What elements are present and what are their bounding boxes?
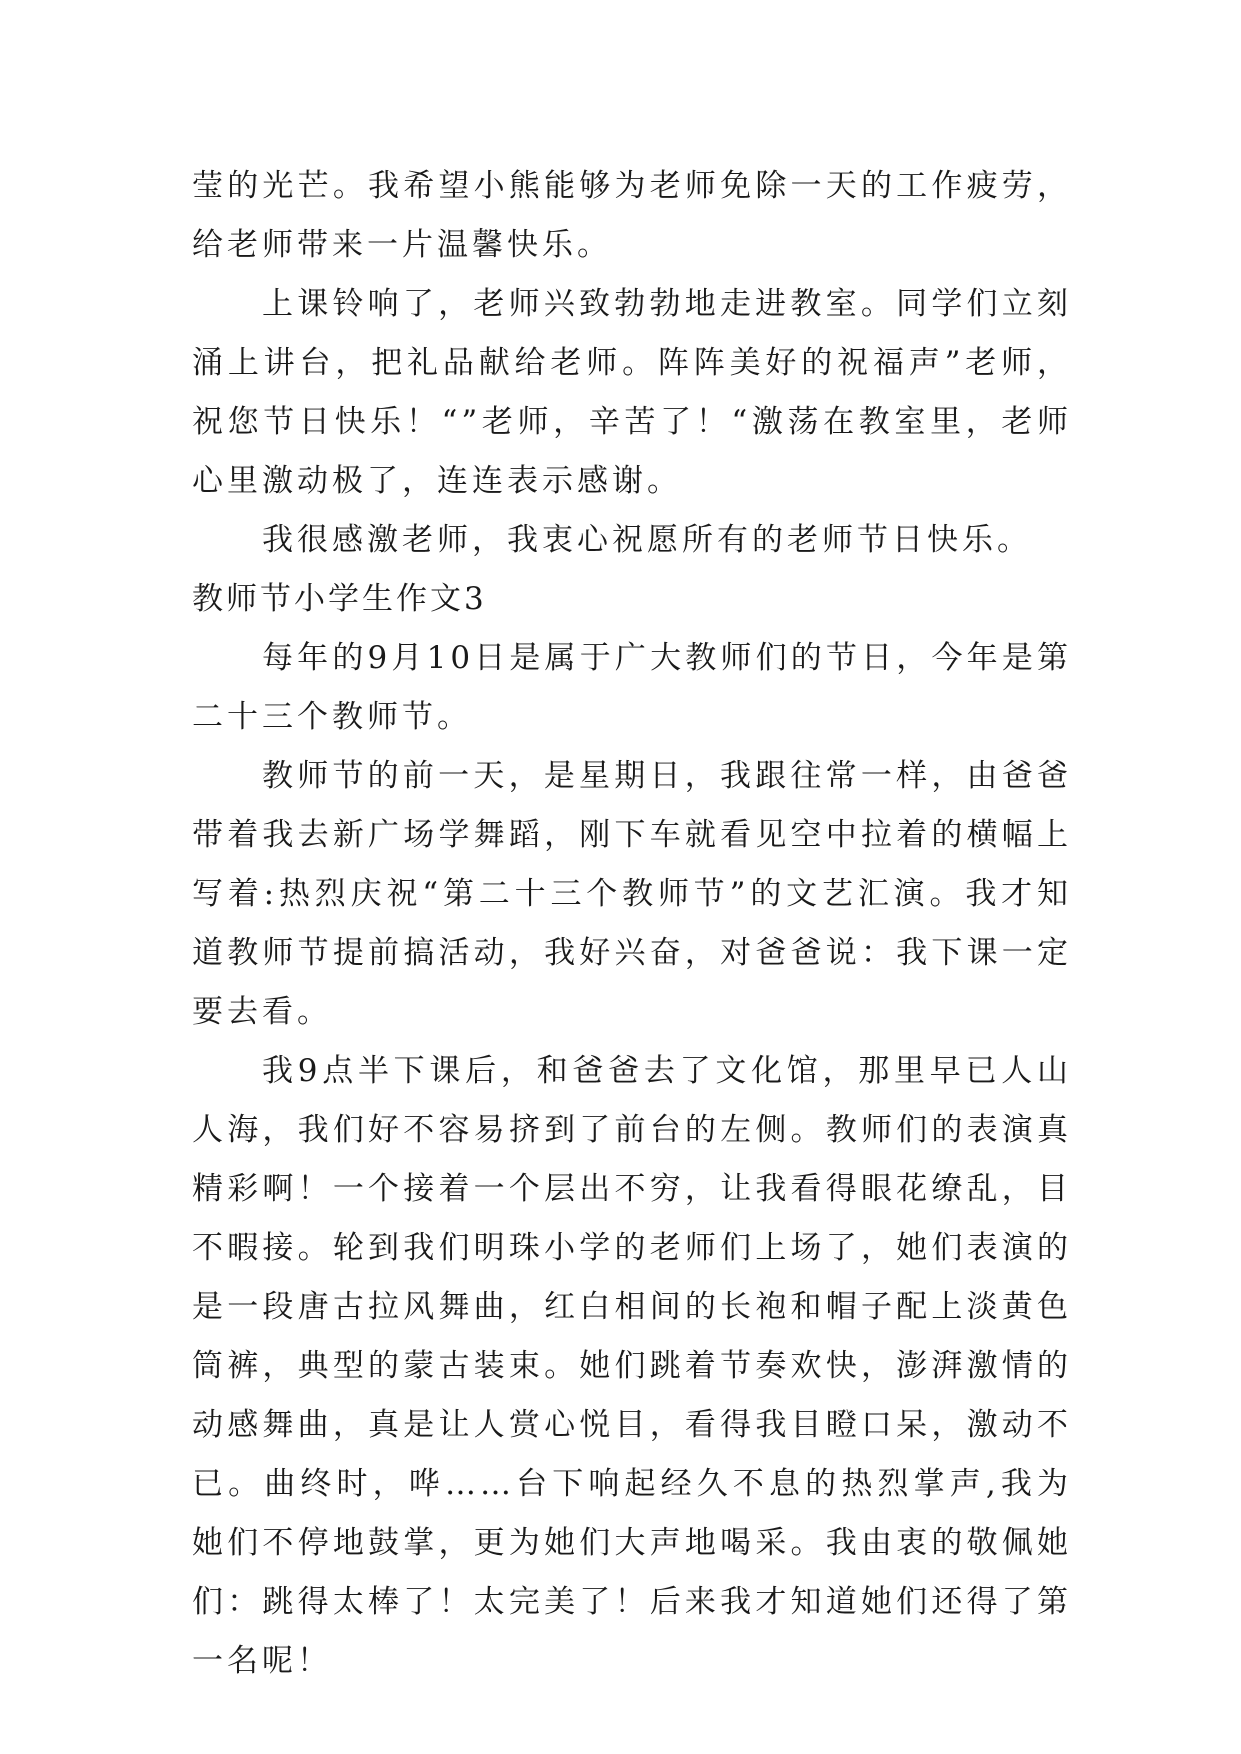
- section-heading: 教师节小学生作文3: [192, 581, 487, 617]
- paragraph-2: 上课铃响了，老师兴致勃勃地走进教室。同学们立刻涌上讲台，把礼品献给老师。阵阵美好的祝福声”老师，祝您节日快乐！“”老师，辛苦了！“激荡在教室里，老师心里激动极了，连连表示感谢。: [192, 286, 1072, 499]
- paragraph-4: 每年的9月10日是属于广大教师们的节日，今年是第二十三个教师节。: [192, 640, 1072, 735]
- paragraph-5: 教师节的前一天，是星期日，我跟往常一样，由爸爸带着我去新广场学舞蹈，刚下车就看见空中拉着的横幅上写着:热烈庆祝“第二十三个教师节”的文艺汇演。我才知道教师节提前搞活动，我好兴奋，对爸爸说：我下课一定要去看。: [192, 758, 1072, 1030]
- document-body: [192, 157, 1072, 1691]
- paragraph-6: 我9点半下课后，和爸爸去了文化馆，那里早已人山人海，我们好不容易挤到了前台的左侧。教师们的表演真精彩啊！一个接着一个层出不穷，让我看得眼花缭乱，目不暇接。轮到我们明珠小学的老师们上场了，她们表演的是一段唐古拉风舞曲，红白相间的长袍和帽子配上淡黄色筒裤，典型的蒙古装束。她们跳着节奏欢快，澎湃激情的动感舞曲，真是让人赏心悦目，看得我目瞪口呆，激动不已。曲终时，哗……台下响起经久不息的热烈掌声,我为她们不停地鼓掌，更为她们大声地喝采。我由衷的敬佩她们：跳得太棒了！太完美了！后来我才知道她们还得了第一名呢！: [192, 1053, 1072, 1679]
- paragraph-1: 莹的光芒。我希望小熊能够为老师免除一天的工作疲劳，给老师带来一片温馨快乐。: [192, 168, 1072, 263]
- paragraph-3: 我很感激老师，我衷心祝愿所有的老师节日快乐。: [262, 522, 1032, 558]
